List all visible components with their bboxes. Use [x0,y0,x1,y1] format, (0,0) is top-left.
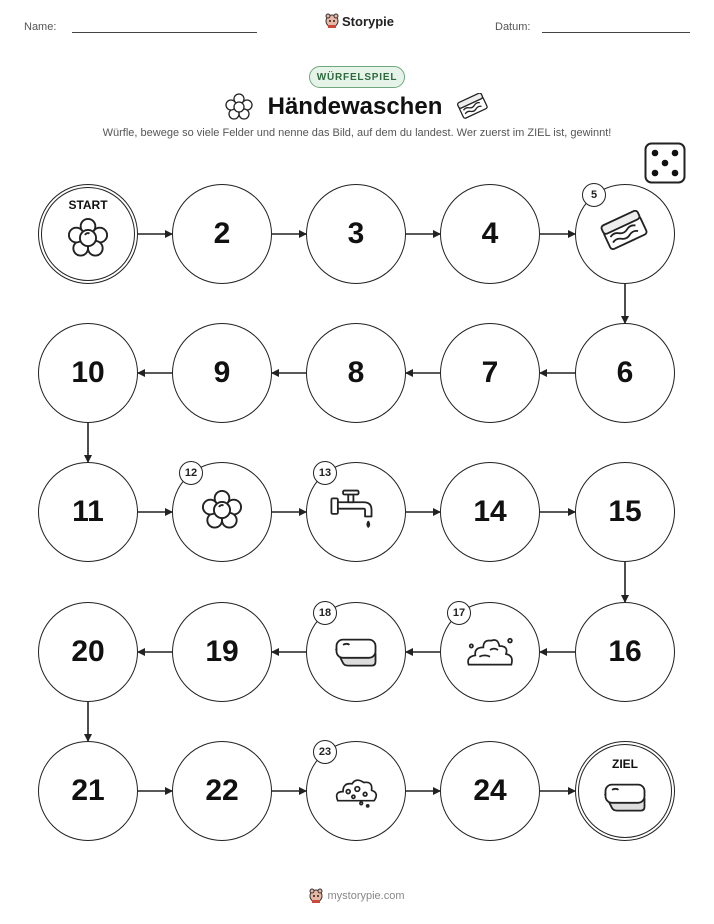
board-space-7 [440,323,540,423]
space-number: 21 [71,774,105,807]
board-space-21 [38,741,138,841]
space-number-badge: 5 [582,183,606,207]
space-number: 10 [71,356,105,389]
name-label: Name: [24,21,57,33]
space-number-badge: 23 [313,740,337,764]
board-space-3 [306,184,406,284]
space-number: 24 [473,774,507,807]
board-space-11 [38,462,138,562]
soap-icon [330,630,382,675]
sponge-icon [599,210,651,259]
storypie-mascot-icon [309,888,323,904]
board-space-5 [575,184,675,284]
board-space-6 [575,323,675,423]
soap-icon [599,775,651,820]
space-number: 22 [205,774,239,807]
space-number: 3 [347,217,365,250]
footer [0,888,714,904]
space-number: 11 [72,495,104,528]
board-space-16 [575,602,675,702]
brand-name: Storypie [342,13,395,29]
space-number-badge: 12 [179,461,203,485]
space-number-badge: 13 [313,461,337,485]
space-number: 7 [481,356,499,389]
space-number: 6 [616,356,634,389]
board-space-13 [306,462,406,562]
goal-space [575,741,675,841]
space-number: 8 [347,356,365,389]
space-number: 15 [608,495,642,528]
date-label: Datum: [495,21,531,33]
board-space-23 [306,741,406,841]
space-number: 4 [481,217,499,250]
space-number: 2 [213,217,231,250]
page-title: Händewaschen [267,93,443,120]
board-space-2 [172,184,272,284]
space-number-badge: 18 [313,601,337,625]
board-space-12 [172,462,272,562]
space-number: 14 [473,495,507,528]
bubbles-icon [200,488,244,537]
space-number-badge: 17 [447,601,471,625]
board-space-19 [172,602,272,702]
instructions-text: Würfle, bewege so viele Felder und nenne das Bild, auf dem du landest. Wer zuerst im ZIEL ist, gewinnt! [102,127,612,139]
board-space-9 [172,323,272,423]
board-space-20 [38,602,138,702]
bubbles-icon [66,216,110,265]
space-number: 19 [205,635,239,668]
space-number: 16 [608,635,642,668]
board-space-17 [440,602,540,702]
board-space-15 [575,462,675,562]
foam-icon [463,630,517,675]
space-number: 9 [213,356,231,389]
board-space-8 [306,323,406,423]
board-space-14 [440,462,540,562]
board-space-18 [306,602,406,702]
dirt-icon [330,768,382,815]
board-space-22 [172,741,272,841]
faucet-icon [330,488,382,537]
goal-label: ZIEL [612,756,638,771]
board-space-4 [440,184,540,284]
game-type-badge: WÜRFELSPIEL [309,66,405,88]
board-space-24 [440,741,540,841]
footer-url[interactable]: mystorypie.com [327,890,405,902]
start-label: START [68,197,108,212]
space-number: 20 [71,635,105,668]
board-space-10 [38,323,138,423]
start-space [38,184,138,284]
